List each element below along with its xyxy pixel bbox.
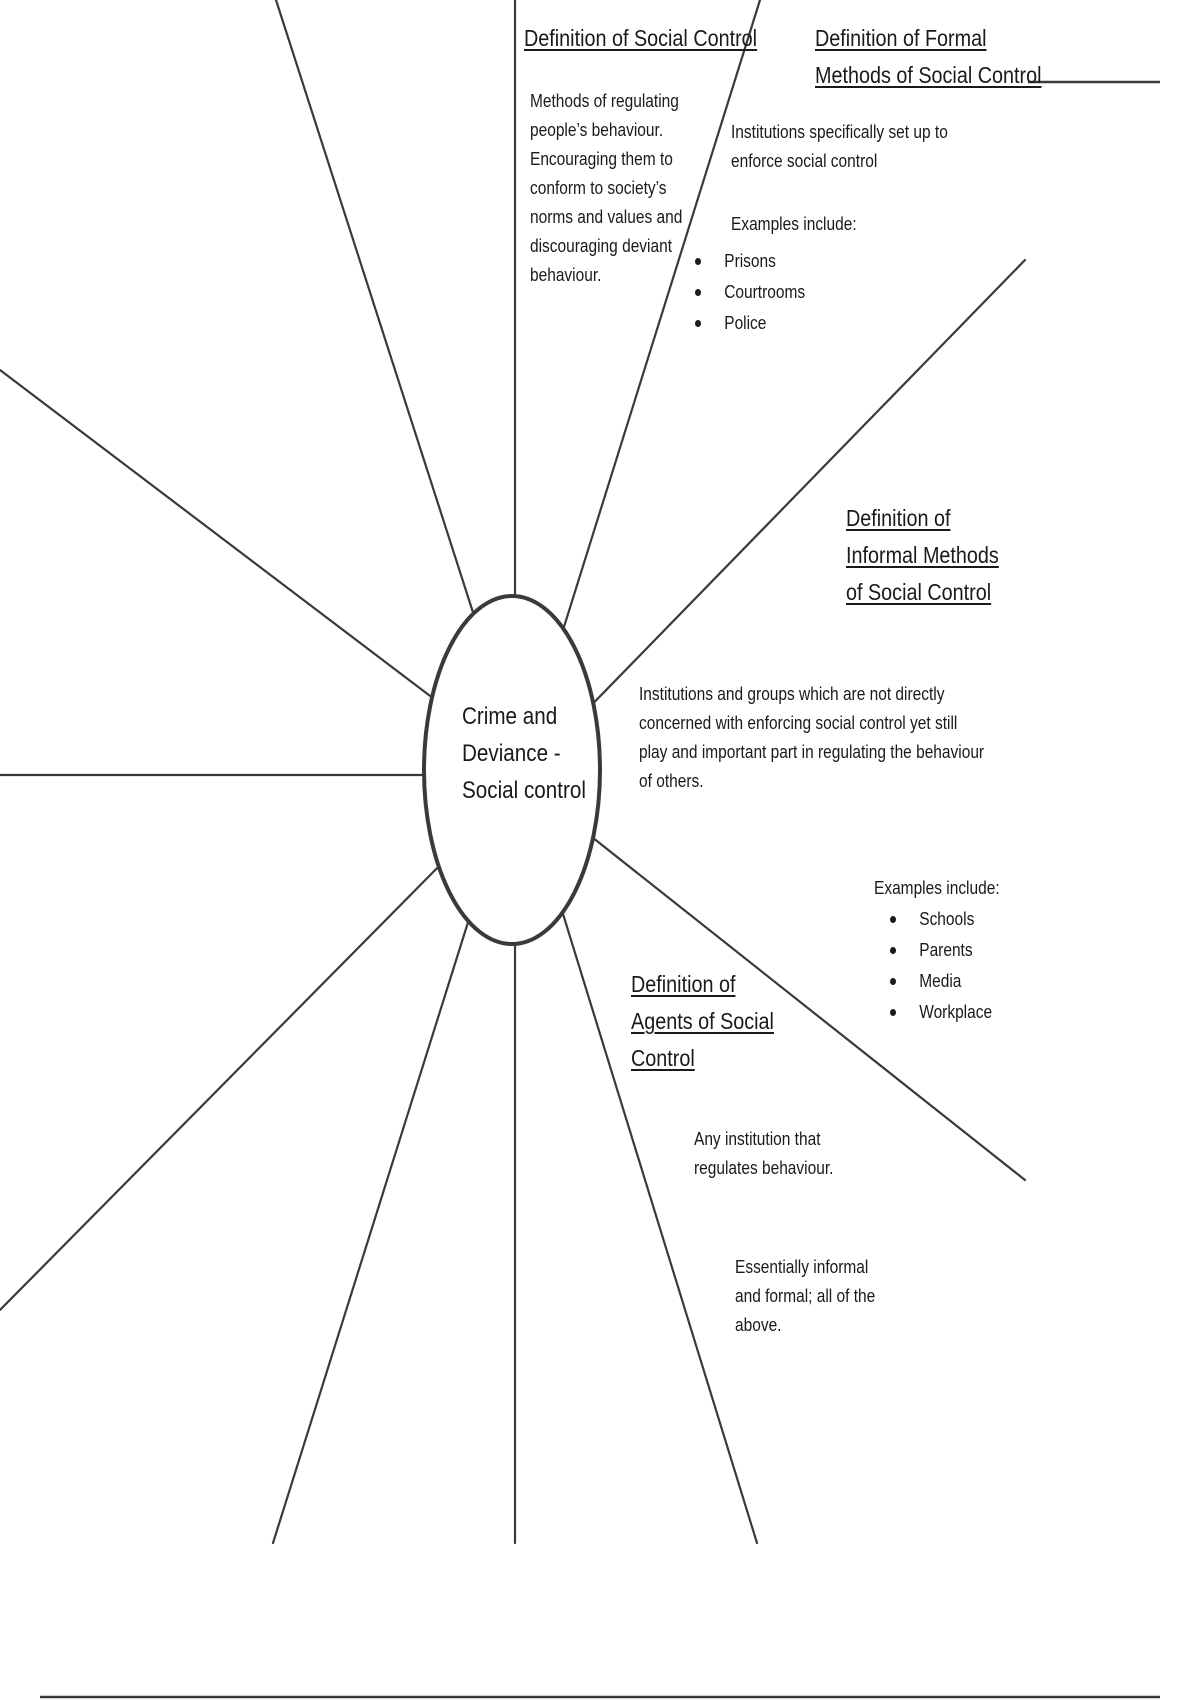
formal-examples-list [695,246,805,339]
list-item: Schools [890,904,992,935]
spoke-bottom-left [273,900,475,1543]
informal-examples-label: Examples include: [874,878,1000,898]
agents-body-2: Essentially informal and formal; all of the above. [735,1257,876,1335]
center-topic-line-1: Crime and [462,703,558,730]
spoke-upper-left [0,370,446,708]
formal-heading-line-1: Definition of Formal [815,25,987,51]
center-topic-line-2: Deviance - [462,740,561,767]
informal-section [846,500,1024,611]
center-topic [462,698,608,809]
formal-body-wrap [731,118,1031,176]
agents-body-1-wrap [694,1125,894,1183]
center-topic-line-3: Social control [462,777,586,804]
informal-heading-line-3: of Social Control [846,579,992,605]
agents-body-1: Any institution that regulates behaviour. [694,1129,834,1178]
informal-heading-line-1: Definition of [846,505,951,531]
list-item: Prisons [695,246,805,277]
list-item: Media [890,966,992,997]
social-control-section [524,20,795,57]
informal-examples-list [890,904,992,1028]
social-control-body-wrap [530,87,710,290]
agents-heading-line-3: Control [631,1045,695,1071]
formal-heading-line-2: Methods of Social Control [815,62,1042,88]
list-item: Courtrooms [695,277,805,308]
formal-body: Institutions specifically set up to enforce social control [731,122,948,171]
spoke-top-left [276,0,479,631]
informal-examples-label-wrap [874,874,1020,903]
informal-heading-line-2: Informal Methods [846,542,999,568]
spoke-lower-left [0,850,455,1310]
list-item: Workplace [890,997,992,1028]
formal-examples-label-wrap [731,210,877,239]
formal-examples-label: Examples include: [731,214,857,234]
formal-section [815,20,1078,94]
informal-examples-wrap [890,904,1009,1028]
list-item: Police [695,308,805,339]
agents-section [631,966,797,1077]
list-item: Parents [890,935,992,966]
formal-examples-wrap [695,246,823,339]
social-control-body: Methods of regulating people’s behaviour. Encouraging them to conform to society’s norms and values and discouraging deviant behaviour. [530,91,683,285]
agents-body-2-wrap [735,1253,915,1340]
agents-heading-line-2: Agents of Social [631,1008,774,1034]
agents-heading-line-1: Definition of [631,971,736,997]
informal-body: Institutions and groups which are not directly concerned with enforcing social control yet still play and important part in regulating the behaviour of others. [639,684,985,791]
informal-body-wrap [639,680,1044,796]
social-control-heading: Definition of Social Control [524,25,758,51]
